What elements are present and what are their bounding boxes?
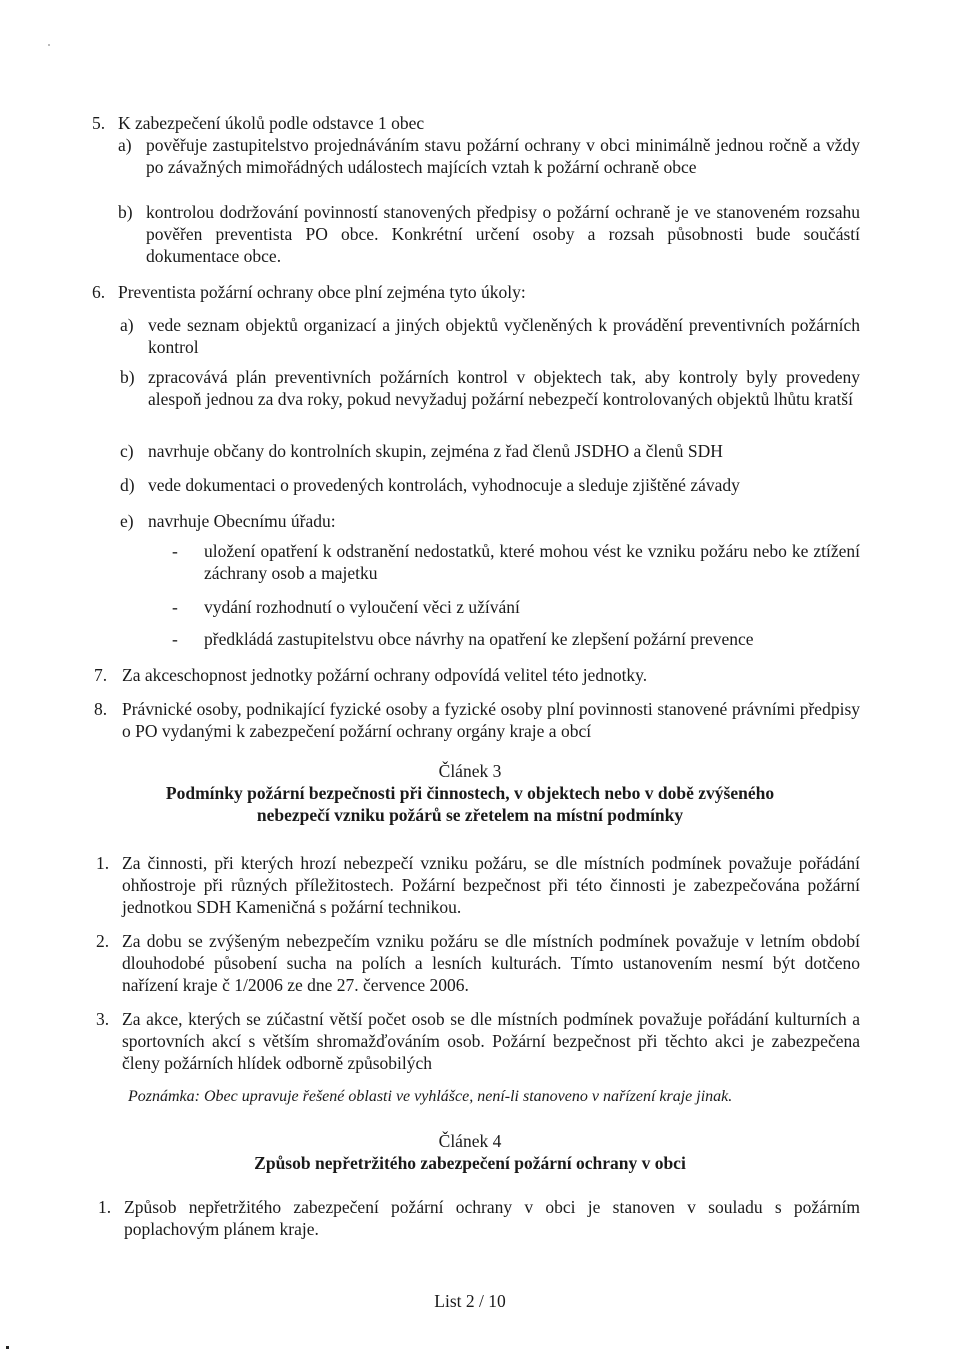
sec6-dash-1-text: uložení opatření k odstranění nedostatků, které mohou vést ke vzniku požáru nebo ke ztížení záchrany osob a majetku — [204, 541, 860, 583]
sec6-c-label: c) — [120, 441, 134, 461]
sec6-d-label: d) — [120, 475, 135, 495]
sec6-heading: Preventista požární ochrany obce plní zejména tyto úkoly: — [118, 282, 526, 302]
art3-p3-text: Za akce, kterých se zúčastní větší počet osob se dle místních podmínek považuje pořádání kulturních a sportovních akcí s větším shromažďováním osob. Požární bezpečnost při těchto akci je zabezpečena členy požárních hlídek odborně způsobilých — [122, 1009, 860, 1073]
sec6-c-text: navrhuje občany do kontrolních skupin, zejména z řad členů JSDHO a členů SDH — [148, 441, 723, 461]
art3-p1-number: 1. — [96, 853, 110, 873]
art3-p2-text: Za dobu se zvýšeným nebezpečím vzniku požáru se dle místních podmínek považuje v letním období dlouhodobé působení sucha na polích a lesních kulturách. Tímto ustanovením nesmí být dotčeno nařízení kraje č 1/2006 ze dne 27. července 2006. — [122, 931, 860, 995]
sec6-e-label: e) — [120, 511, 134, 531]
page-number-footer: List 2 / 10 — [434, 1291, 506, 1311]
article-3-title-line-1: Podmínky požární bezpečnosti při činnostech, v objektech nebo v době zvýšeného — [165, 783, 775, 803]
scan-speck — [48, 44, 50, 46]
art3-p3-number: 3. — [96, 1009, 110, 1029]
scan-mark — [6, 1346, 9, 1349]
article-3-label: Článek 3 — [438, 761, 502, 781]
art3-note: Poznámka: Obec upravuje řešené oblasti ve vyhlášce, není-li stanoveno v nařízení kraje jinak. — [128, 1088, 733, 1105]
art4-p1-number: 1. — [98, 1197, 112, 1217]
sec6-number: 6. — [92, 282, 106, 302]
sec8-number: 8. — [94, 699, 108, 719]
sec7-text: Za akceschopnost jednotky požární ochrany odpovídá velitel této jednotky. — [122, 665, 648, 685]
sec8-text: Právnické osoby, podnikající fyzické osoby a fyzické osoby plní povinnosti stanovené právními předpisy o PO vydanými k zabezpečení požární ochrany orgány kraje a obcí — [122, 699, 860, 741]
sec5-number: 5. — [92, 113, 106, 133]
art4-p1-text: Způsob nepřetržitého zabezpečení požární ochrany v obci je stanoven v souladu s požárním poplachovým plánem kraje. — [124, 1197, 860, 1239]
art3-p1-text: Za činnosti, při kterých hrozí nebezpečí vzniku požáru, se dle místních podmínek považuje pořádání ohňostroje při různých příležitostech. Požární bezpečnost při této činnosti je zabezpečována požární jednotkou SDH Kameničná s požární technikou. — [122, 853, 860, 917]
art3-p2-number: 2. — [96, 931, 110, 951]
sec6-dash-3-text: předkládá zastupitelstvu obce návrhy na opatření ke zlepšení požární prevence — [204, 629, 754, 649]
sec5-a-label: a) — [118, 135, 132, 155]
sec5-a-text: pověřuje zastupitelstvo projednáváním stavu požární ochrany v obci minimálně jednou ročně a vždy po závažných mimořádných událostech majících vztah k požární ochraně obce — [146, 135, 860, 177]
sec5-heading: K zabezpečení úkolů podle odstavce 1 obec — [118, 113, 425, 133]
article-4-label: Článek 4 — [438, 1131, 502, 1151]
sec6-b-text: zpracovává plán preventivních požárních kontrol v objektech tak, aby kontroly byly provedeny alespoň jednou za dva roky, pokud nevyžaduj požární nebezpečí kontrolovaných objektů lhůtu kratší — [148, 367, 860, 409]
sec6-a-text: vede seznam objektů organizací a jiných objektů vyčleněných k provádění preventivních požárních kontrol — [148, 315, 860, 357]
sec6-b-label: b) — [120, 367, 135, 387]
sec6-dash-2-text: vydání rozhodnutí o vyloučení věci z užívání — [204, 597, 520, 617]
sec6-e-text: navrhuje Obecnímu úřadu: — [148, 511, 336, 531]
article-3-title-line-2: nebezpečí vzniku požárů se zřetelem na místní podmínky — [256, 805, 684, 825]
sec7-number: 7. — [94, 665, 108, 685]
sec5-b-text: kontrolou dodržování povinností stanovených předpisy o požární ochraně je ve stanoveném rozsahu pověřen preventista PO obce. Konkrétní určení osoby a rozsah působnosti bude součástí dokumentace obce. — [146, 202, 860, 266]
sec6-dash-2-label: - — [172, 597, 178, 617]
sec6-a-label: a) — [120, 315, 134, 335]
sec5-b-label: b) — [118, 202, 133, 222]
article-4-title: Způsob nepřetržitého zabezpečení požární ochrany v obci — [254, 1153, 686, 1173]
sec6-d-text: vede dokumentaci o provedených kontrolách, vyhodnocuje a sleduje zjištěné závady — [148, 475, 740, 495]
sec6-dash-3-label: - — [172, 629, 178, 649]
sec6-dash-1-label: - — [172, 541, 178, 561]
